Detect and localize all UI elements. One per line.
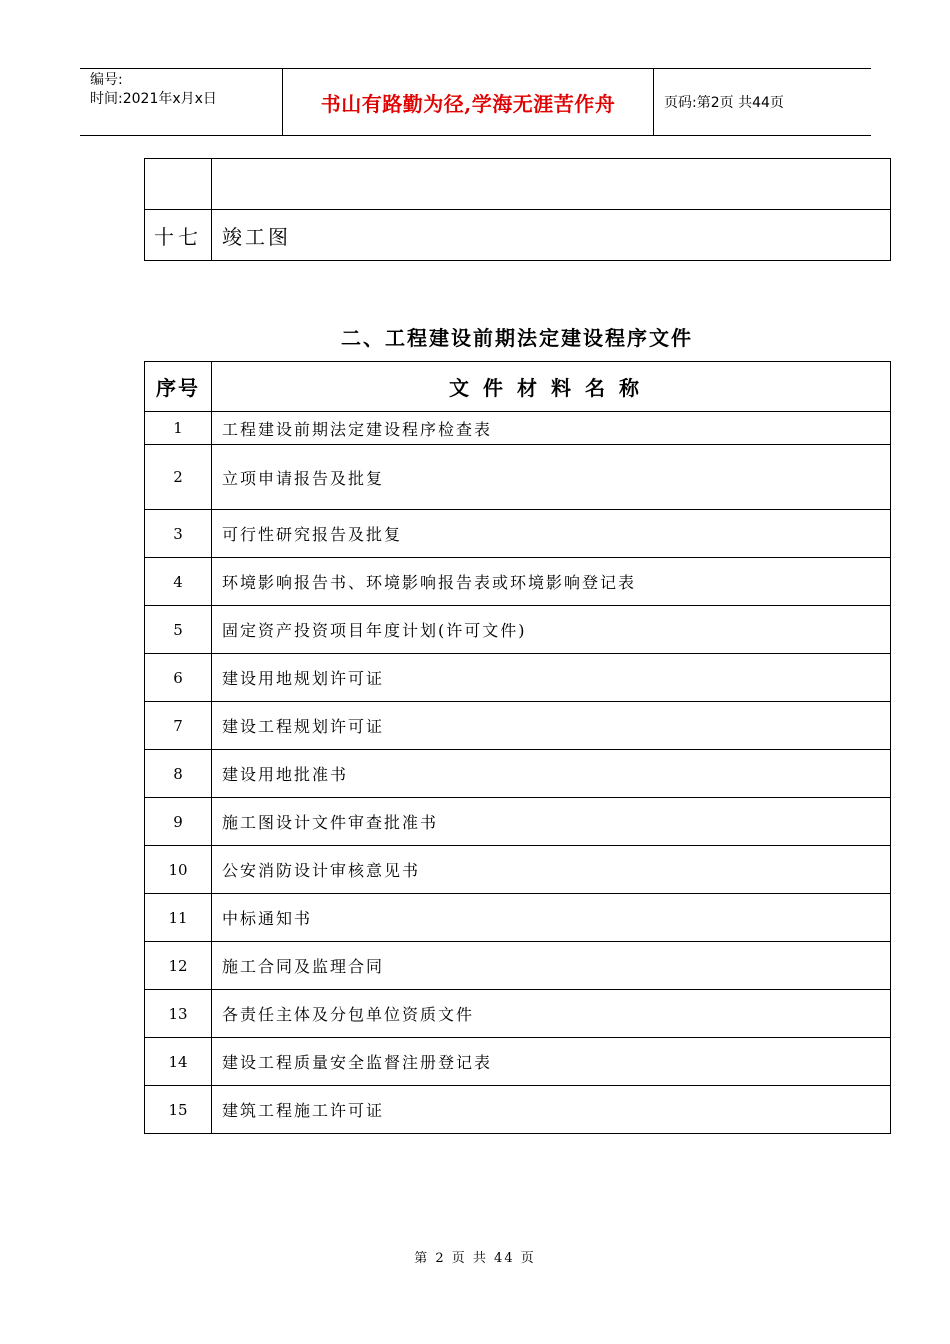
row-name: 建设用地规划许可证 [212,654,891,702]
row-name: 固定资产投资项目年度计划(许可文件) [212,606,891,654]
page-header [80,68,871,136]
row-name: 建筑工程施工许可证 [212,1086,891,1134]
row-number: 十七 [145,210,212,261]
row-number: 2 [145,445,212,510]
header-page-info: 页码:第2页 共44页 [664,95,784,111]
table-row [145,798,891,846]
header-motto: 书山有路勤为径,学海无涯苦作舟 [282,69,654,135]
documents-table [144,361,891,1134]
table-row [145,445,891,510]
table-header-row [145,362,891,412]
row-number: 15 [145,1086,212,1134]
column-header-name: 文件材料名称 [212,362,891,412]
table-row [145,942,891,990]
row-number: 11 [145,894,212,942]
table-row [145,412,891,445]
table-row [145,750,891,798]
table-row [145,159,891,210]
table-row [145,990,891,1038]
row-number: 9 [145,798,212,846]
table-row [145,1086,891,1134]
row-number: 6 [145,654,212,702]
table-row [145,654,891,702]
row-name: 环境影响报告书、环境影响报告表或环境影响登记表 [212,558,891,606]
time-label: 时间:2021年x月x日 [90,91,217,107]
row-name: 建设工程质量安全监督注册登记表 [212,1038,891,1086]
row-name: 公安消防设计审核意见书 [212,846,891,894]
row-number: 8 [145,750,212,798]
row-number: 1 [145,412,212,445]
row-name: 建设用地批准书 [212,750,891,798]
column-header-number: 序号 [145,362,212,412]
row-name: 各责任主体及分包单位资质文件 [212,990,891,1038]
table-row [145,846,891,894]
section-title: 二、工程建设前期法定建设程序文件 [341,326,693,350]
row-name: 可行性研究报告及批复 [212,510,891,558]
table-row [145,1038,891,1086]
page-footer: 第 2 页 共 44 页 [414,1251,536,1266]
table-row [145,702,891,750]
row-name [212,159,891,210]
row-name: 竣工图 [212,210,891,261]
row-number: 12 [145,942,212,990]
table-row [145,606,891,654]
table-row [145,558,891,606]
row-name: 施工合同及监理合同 [212,942,891,990]
table-row [145,894,891,942]
header-meta [80,69,282,135]
table-row [145,210,891,261]
row-name: 建设工程规划许可证 [212,702,891,750]
row-number: 10 [145,846,212,894]
row-number: 13 [145,990,212,1038]
row-number: 4 [145,558,212,606]
serial-label: 编号: [90,72,123,88]
row-number: 5 [145,606,212,654]
row-name: 工程建设前期法定建设程序检查表 [212,412,891,445]
row-name: 施工图设计文件审查批准书 [212,798,891,846]
row-name: 中标通知书 [212,894,891,942]
row-number: 7 [145,702,212,750]
continuation-table [144,158,891,261]
row-number: 14 [145,1038,212,1086]
row-number: 3 [145,510,212,558]
row-number [145,159,212,210]
row-name: 立项申请报告及批复 [212,445,891,510]
table-row [145,510,891,558]
